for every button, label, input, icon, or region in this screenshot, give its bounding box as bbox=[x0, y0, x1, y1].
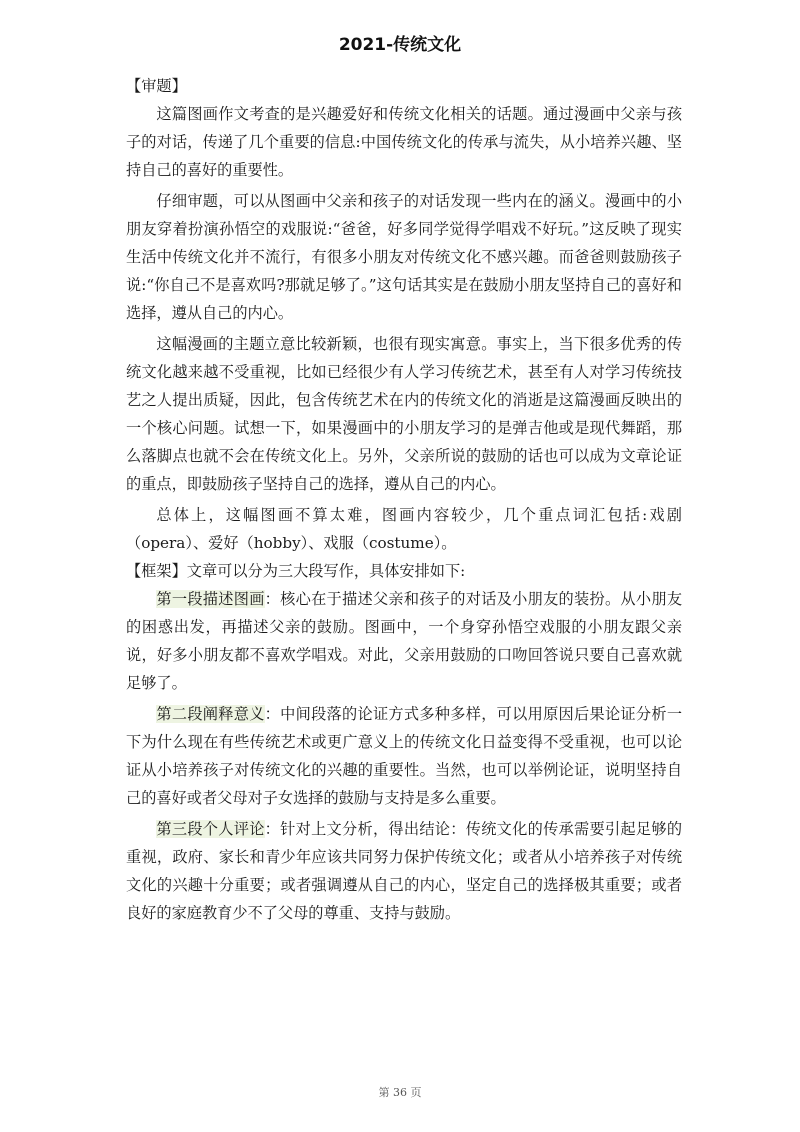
framework-heading-line bbox=[126, 557, 682, 585]
review-paragraph-3: 这幅漫画的主题立意比较新颖，也很有现实寓意。事实上，当下很多优秀的传统文化越来越不受重视，比如已经很少有人学习传统艺术，甚至有人对学习传统技艺之人提出质疑，因此，包含传统艺术在内的传统文化的消逝是这篇漫画反映出的一个核心问题。试想一下，如果漫画中的小朋友学习的是弹吉他或是现代舞蹈，那么落脚点也就不会在传统文化上。另外，父亲所说的鼓励的话也可以成为文章论证的重点，即鼓励孩子坚持自己的选择，遵从自己的内心。 bbox=[126, 335, 682, 493]
framework-paragraph-1 bbox=[126, 585, 682, 697]
document-body bbox=[126, 72, 682, 927]
para2-text: ：中间段落的论证方式多种多样，可以用原因后果论证分析一下为什么现在有些传统艺术或更广意义上的传统文化日益变得不受重视，也可以论证从小培养孩子对传统文化的兴趣的重要性。当然，也可以举例论证，说明坚持自己的喜好或者父母对子女选择的鼓励与支持是多么重要。 bbox=[126, 705, 683, 807]
para1-label: 第一段描述图画 bbox=[156, 590, 265, 608]
para3-label: 第三段个人评论 bbox=[156, 820, 265, 838]
framework-paragraph-2 bbox=[126, 700, 682, 812]
para2-label: 第二段阐释意义 bbox=[156, 705, 265, 723]
framework-intro: 文章可以分为三大段写作，具体安排如下: bbox=[186, 562, 466, 580]
review-heading: 【审题】 bbox=[126, 77, 187, 95]
review-paragraph-4: 总体上，这幅图画不算太难，图画内容较少，几个重点词汇包括:戏剧（opera）、爱好（hobby）、戏服（costume）。 bbox=[126, 506, 682, 552]
page-title: 2021-传统文化 bbox=[338, 35, 462, 55]
para3-text: ：针对上文分析，得出结论：传统文化的传承需要引起足够的重视，政府、家长和青少年应该共同努力保护传统文化；或者从小培养孩子对传统文化的兴趣十分重要；或者强调遵从自己的内心，坚定自己的选择极其重要；或者良好的家庭教育少不了父母的尊重、支持与鼓励。 bbox=[126, 820, 683, 922]
review-paragraph-2: 仔细审题，可以从图画中父亲和孩子的对话发现一些内在的涵义。漫画中的小朋友穿着扮演孙悟空的戏服说:“爸爸，好多同学觉得学唱戏不好玩。”这反映了现实生活中传统文化并不流行，有很多小朋友对传统文化不感兴趣。而爸爸则鼓励孩子说:“你自己不是喜欢吗?那就足够了。”这句话其实是在鼓励小朋友坚持自己的喜好和选择，遵从自己的内心。 bbox=[126, 192, 682, 322]
framework-paragraph-3 bbox=[126, 815, 682, 927]
page-number: 第 36 页 bbox=[378, 1086, 422, 1099]
framework-heading: 【框架】 bbox=[126, 562, 187, 580]
para1-text: ：核心在于描述父亲和孩子的对话及小朋友的装扮。从小朋友的困惑出发，再描述父亲的鼓励。图画中，一个身穿孙悟空戏服的小朋友跟父亲说，好多小朋友都不喜欢学唱戏。对此，父亲用鼓励的口吻回答说只要自己喜欢就足够了。 bbox=[126, 590, 683, 692]
review-paragraph-1: 这篇图画作文考查的是兴趣爱好和传统文化相关的话题。通过漫画中父亲与孩子的对话，传递了几个重要的信息:中国传统文化的传承与流失，从小培养兴趣、坚持自己的喜好的重要性。 bbox=[126, 105, 682, 179]
